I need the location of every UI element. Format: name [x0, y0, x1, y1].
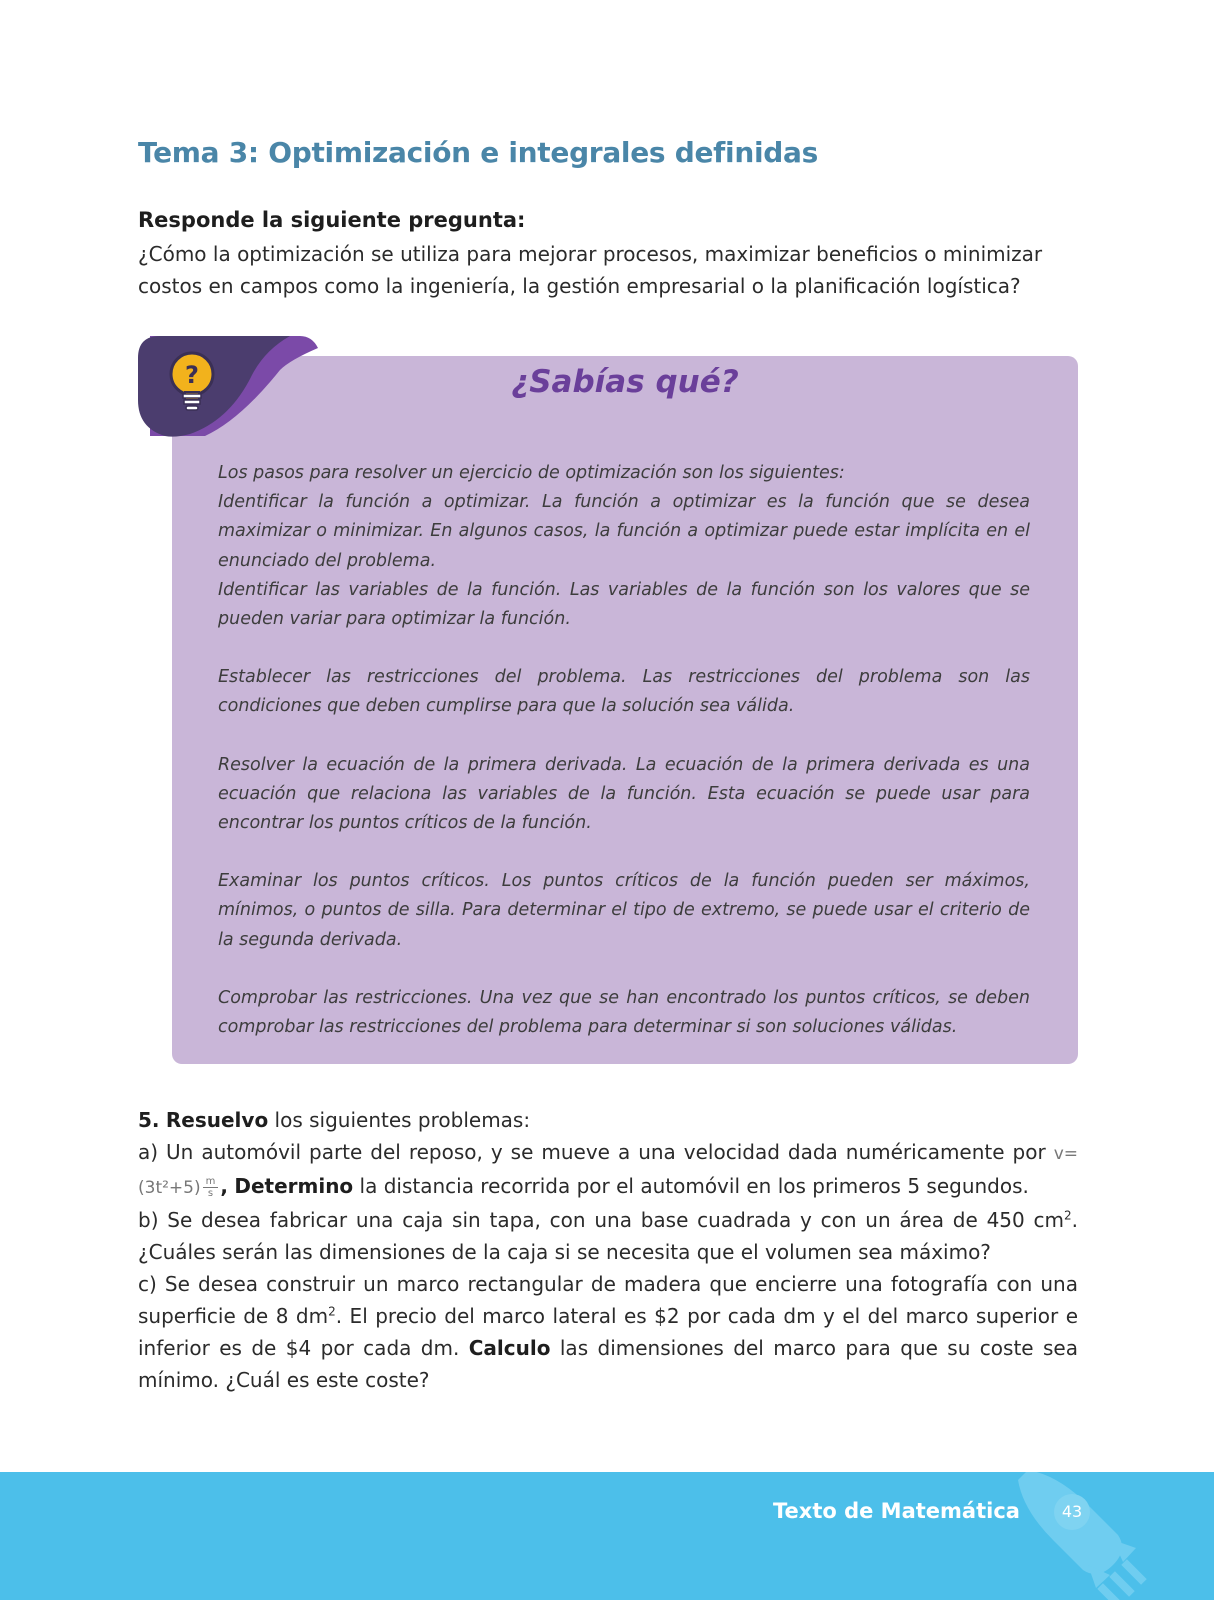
- superscript: 2: [1064, 1208, 1072, 1223]
- unit-fraction: [203, 1176, 219, 1199]
- callout-paragraph: Resolver la ecuación de la primera derivada. La ecuación de la primera derivada es una ecuación que relaciona las variables de la función. Esta ecuación se puede usar para encontrar los puntos críticos de la función.: [218, 754, 1030, 834]
- problem-b: [138, 1204, 1078, 1268]
- problem-a-rest: la distancia recorrida por el automóvil en los primeros 5 segundos.: [353, 1174, 1029, 1198]
- problems-intro: [138, 1104, 1078, 1136]
- problem-c: [138, 1268, 1078, 1396]
- problem-number: 5.: [138, 1108, 160, 1132]
- problem-b-text: b) Se desea fabricar una caja sin tapa, con una base cuadrada y con un área de 450 cm: [138, 1208, 1064, 1232]
- callout-body: [218, 459, 1030, 1042]
- footer-title: Texto de Matemática: [773, 1499, 1020, 1523]
- svg-text:?: ?: [185, 361, 199, 389]
- problems-section: [138, 1104, 1078, 1396]
- velocity-formula: v=(3t²+5): [138, 1144, 1078, 1198]
- callout-paragraph: Examinar los puntos críticos. Los puntos críticos de la función pueden ser máximos, mínimos, o puntos de silla. Para determinar el tipo de extremo, se puede usar el criterio de la segunda derivada.: [218, 871, 1030, 950]
- page-title: Tema 3: Optimización e integrales definidas: [138, 136, 818, 169]
- callout-paragraph: Establecer las restricciones del problema. Las restricciones del problema son las condiciones que deben cumplirse para que la solución sea válida.: [218, 667, 1030, 717]
- callout-paragraph: Los pasos para resolver un ejercicio de optimización son los siguientes:: [218, 463, 845, 483]
- callout-paragraph: Identificar la función a optimizar. La función a optimizar es la función que se desea maximizar o minimizar. En algunos casos, la función a optimizar puede estar implícita en el enunciado del problema.: [218, 492, 1030, 571]
- problem-a-verb: Determino: [234, 1174, 354, 1198]
- problem-c-rest: las dimensiones del marco para que su coste sea mínimo. ¿Cuál es este coste?: [138, 1336, 1078, 1392]
- problem-c-text: c) Se desea construir un marco rectangular de madera que encierre una fotografía con una superficie de 8 dm: [138, 1272, 1078, 1328]
- page-number: 43: [1054, 1494, 1090, 1530]
- problem-a-text: a) Un automóvil parte del reposo, y se mueve a una velocidad dada numéricamente por: [138, 1140, 1046, 1164]
- problems-intro-text: los siguientes problemas:: [268, 1108, 531, 1132]
- question-heading: Responde la siguiente pregunta:: [138, 208, 526, 232]
- problem-c-mid: . El precio del marco lateral es $2 por cada dm y el del marco superior e inferior es de $4 por cada dm.: [138, 1304, 1078, 1360]
- superscript: 2: [328, 1304, 336, 1319]
- problem-b-rest: . ¿Cuáles serán las dimensiones de la caja si se necesita que el volumen sea máximo?: [138, 1208, 1078, 1264]
- rocket-icon: [1018, 1472, 1158, 1600]
- problem-a: [138, 1136, 1078, 1204]
- unit-numerator: m: [203, 1176, 219, 1188]
- problem-verb: Resuelvo: [165, 1108, 269, 1132]
- callout-title: ¿Sabías qué?: [511, 364, 739, 400]
- problem-c-verb: Calculo: [468, 1336, 551, 1360]
- callout-paragraph: Identificar las variables de la función. Las variables de la función son los valores que se pueden variar para optimizar la función.: [218, 579, 1030, 630]
- problem-a-comma: ,: [220, 1174, 228, 1198]
- callout-paragraph: Comprobar las restricciones. Una vez que se han encontrado los puntos críticos, se deben comprobar las restricciones del problema para determinar si son soluciones válidas.: [218, 987, 1030, 1038]
- unit-denominator: s: [207, 1188, 214, 1199]
- question-text: ¿Cómo la optimización se utiliza para mejorar procesos, maximizar beneficios o minimizar costos en campos como la ingeniería, la gestión empresarial o la planificación logística?: [138, 242, 1043, 298]
- page-footer: [0, 1472, 1214, 1600]
